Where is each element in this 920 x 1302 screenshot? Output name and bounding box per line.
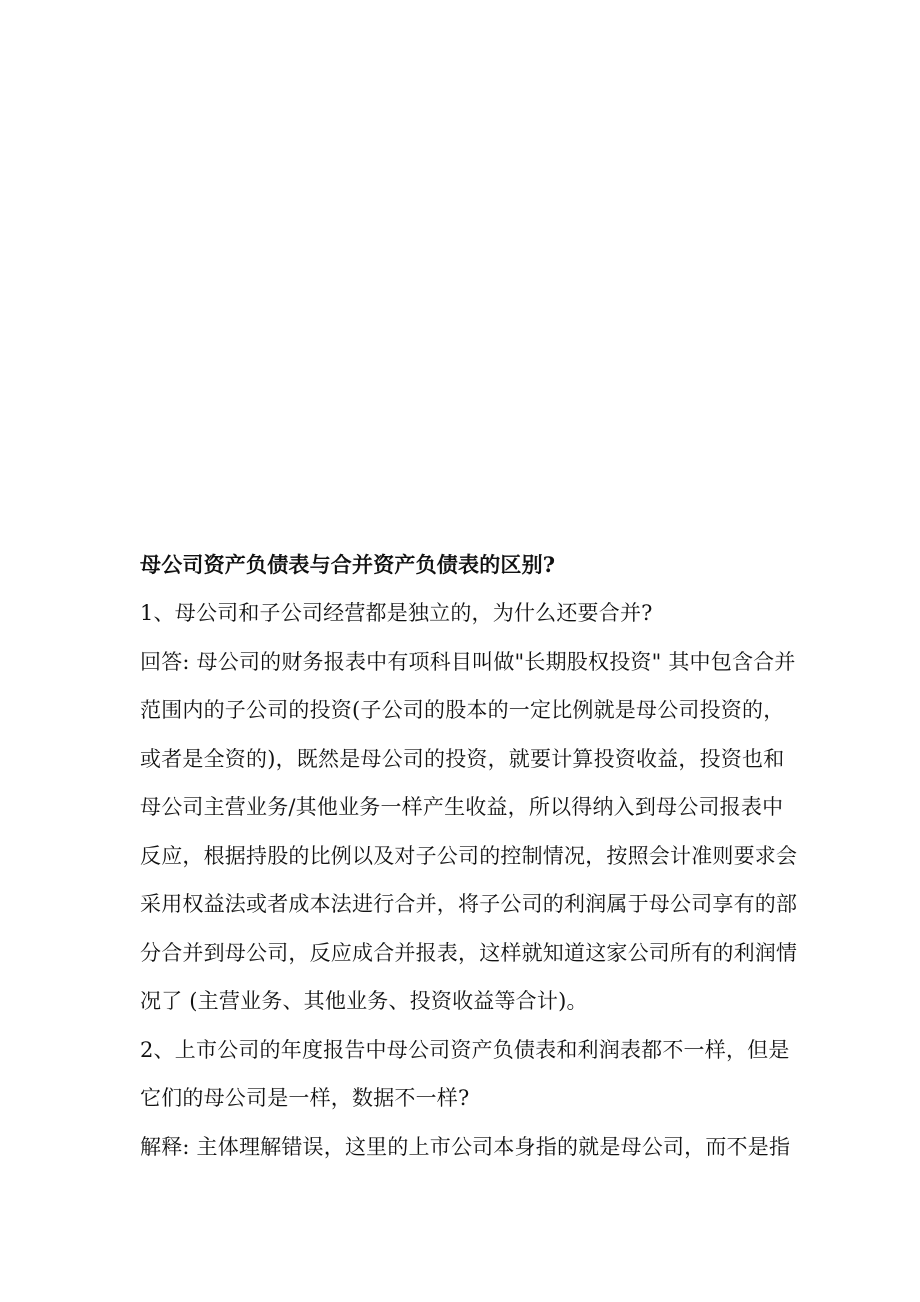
question-2-line-1: 2、上市公司的年度报告中母公司资产负债表和利润表都不一样，但是 — [140, 1038, 790, 1062]
answer-1-line-3: 或者是全资的)，既然是母公司的投资，就要计算投资收益，投资也和 — [140, 747, 785, 771]
question-2-line-2: 它们的母公司是一样，数据不一样? — [140, 1086, 470, 1110]
answer-1-line-4: 母公司主营业务/其他业务一样产生收益，所以得纳入到母公司报表中 — [140, 795, 784, 819]
answer-1-line-5: 反应，根据持股的比例以及对子公司的控制情况，按照会计准则要求会 — [140, 844, 798, 868]
question-1: 1、母公司和子公司经营都是独立的，为什么还要合并? — [140, 601, 653, 625]
answer-1-line-7: 分合并到母公司，反应成合并报表，这样就知道这家公司所有的利润情 — [140, 941, 798, 965]
answer-1-line-8: 况了 (主营业务、其他业务、投资收益等合计)。 — [140, 989, 588, 1013]
answer-1-line-2: 范围内的子公司的投资(子公司的股本的一定比例就是母公司投资的， — [140, 698, 785, 722]
document-title: 母公司资产负债表与合并资产负债表的区别? — [140, 552, 556, 577]
answer-1-line-6: 采用权益法或者成本法进行合并，将子公司的利润属于母公司享有的部 — [140, 892, 798, 916]
answer-2-line-1: 解释: 主体理解错误，这里的上市公司本身指的就是母公司，而不是指 — [140, 1135, 791, 1159]
answer-1-line-1: 回答: 母公司的财务报表中有项科目叫做"长期股权投资" 其中包含合并 — [140, 650, 796, 674]
